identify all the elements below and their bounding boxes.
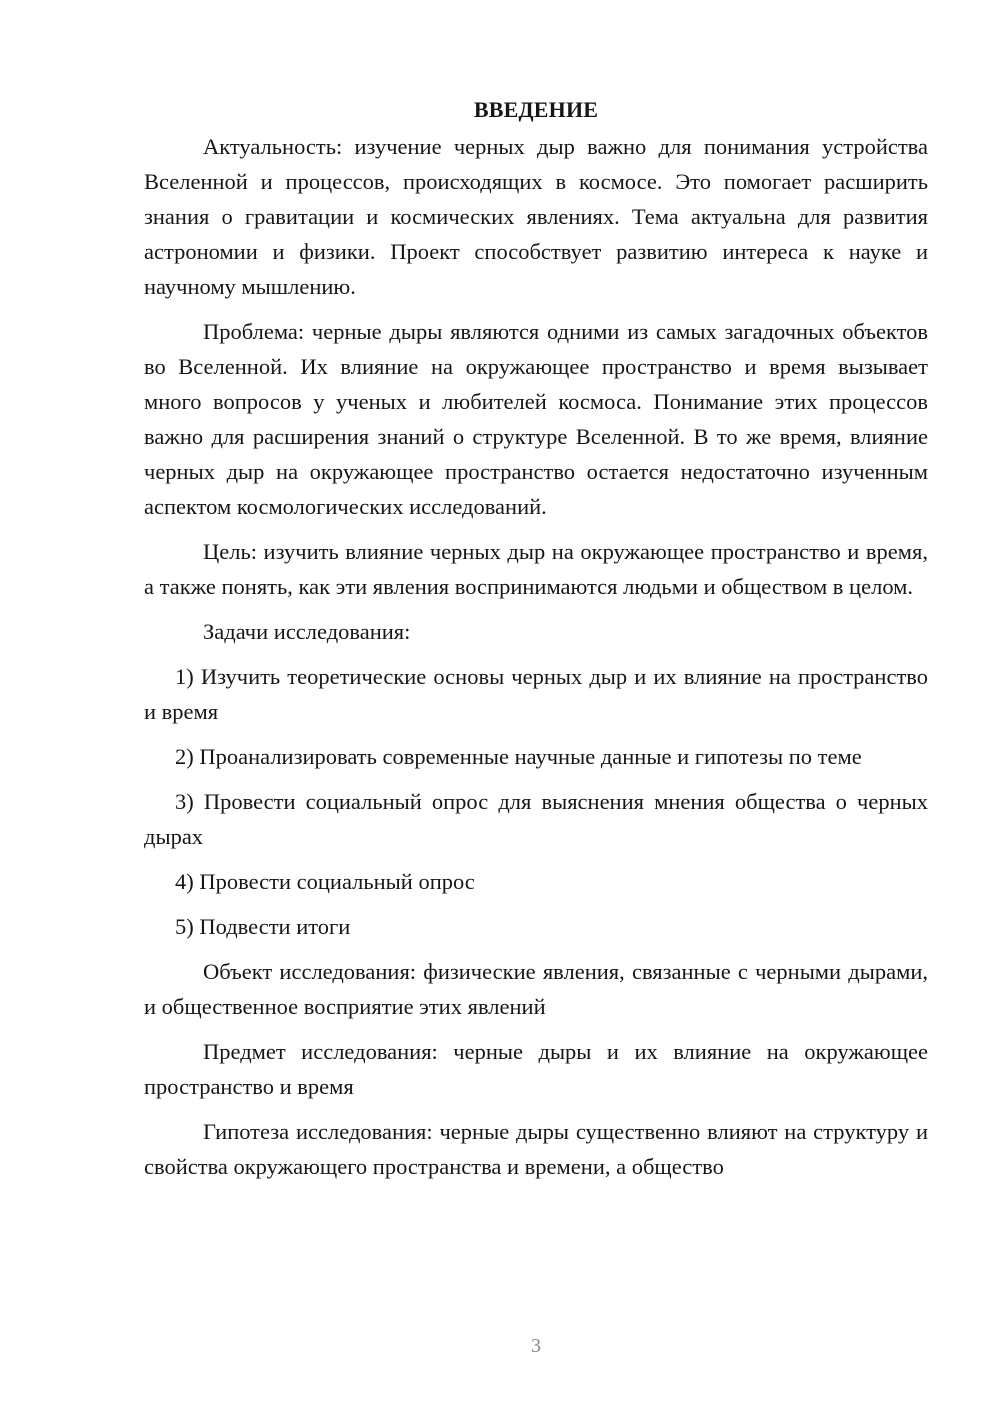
relevance-paragraph: Актуальность: изучение черных дыр важно для понимания устройства Вселенной и процессов, происходящих в космосе. Это помогает расширить знания о гравитации и космических явлениях. Тема актуальна для развития астрономии и физики. Проект способствует развитию интереса к науке и научному мышлению. [144, 134, 928, 299]
section-title: ВВЕДЕНИЕ [473, 97, 599, 122]
task-item-4: 4) Провести социальный опрос [175, 869, 475, 894]
page-content [144, 92, 928, 1194]
task-item-2: 2) Проанализировать современные научные данные и гипотезы по теме [175, 744, 862, 769]
task-item-3: 3) Провести социальный опрос для выяснения мнения общества о черных дырах [144, 789, 928, 849]
goal-paragraph: Цель: изучить влияние черных дыр на окружающее пространство и время, а также понять, как эти явления воспринимаются людьми и обществом в целом. [144, 539, 928, 599]
task-item-5: 5) Подвести итоги [175, 914, 351, 939]
hypothesis-paragraph: Гипотеза исследования: черные дыры существенно влияют на структуру и свойства окружающего пространства и времени, а общество [144, 1119, 928, 1179]
task-item-1: 1) Изучить теоретические основы черных дыр и их влияние на пространство и время [144, 664, 928, 724]
tasks-heading: Задачи исследования: [203, 619, 411, 644]
research-subject-paragraph: Предмет исследования: черные дыры и их влияние на окружающее пространство и время [144, 1039, 928, 1099]
page-number: 3 [531, 1335, 541, 1357]
research-object-paragraph: Объект исследования: физические явления, связанные с черными дырами, и общественное восприятие этих явлений [144, 959, 928, 1019]
problem-paragraph: Проблема: черные дыры являются одними из самых загадочных объектов во Вселенной. Их влияние на окружающее пространство и время вызывает много вопросов у ученых и любителей космоса. Понимание этих процессов важно для расширения знаний о структуре Вселенной. В то же время, влияние черных дыр на окружающее пространство остается недостаточно изученным аспектом космологических исследований. [144, 319, 928, 519]
